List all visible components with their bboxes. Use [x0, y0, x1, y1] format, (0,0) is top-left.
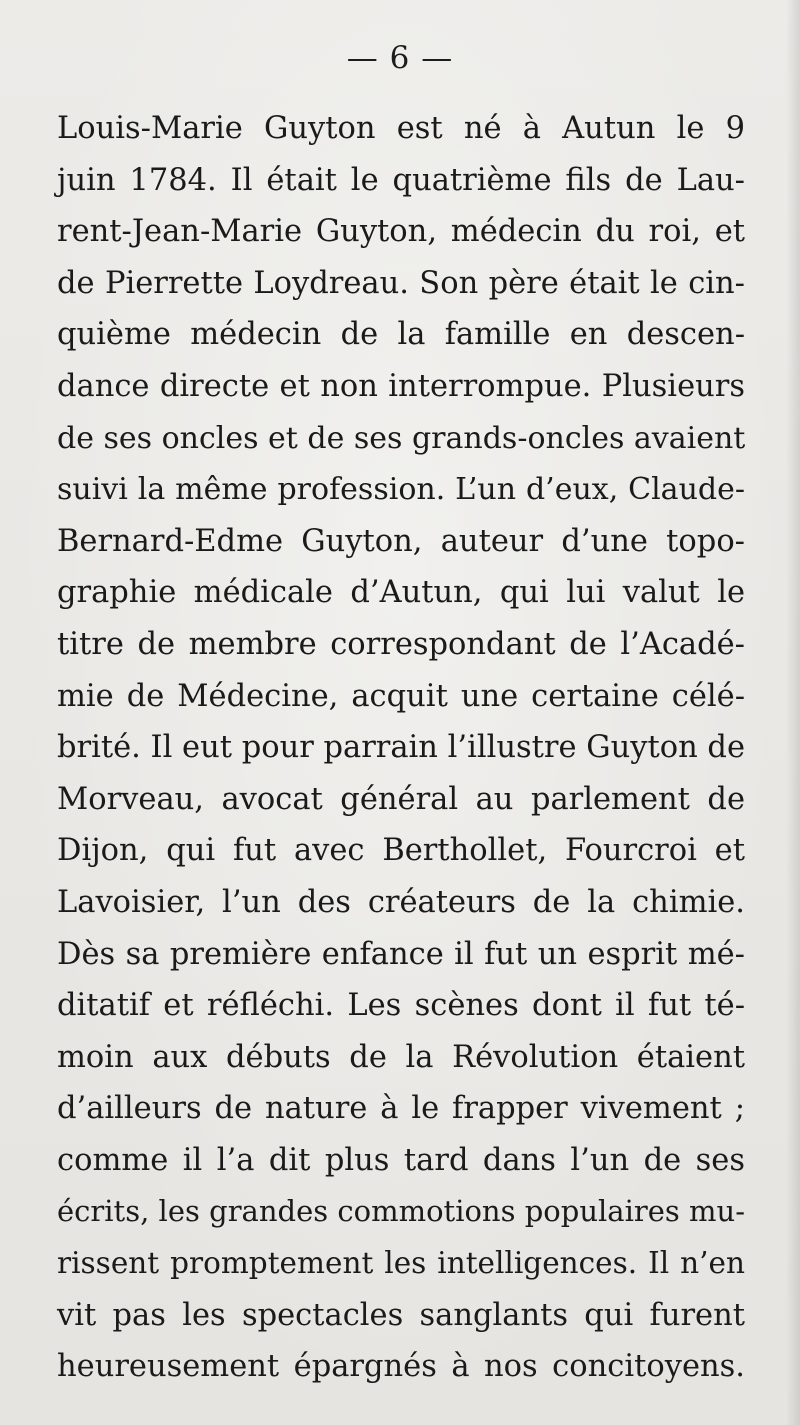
text-line: rent-Jean-Marie Guyton, médecin du roi, et — [57, 214, 745, 250]
text-line: de Pierrette Loydreau. Son père était le cin- — [57, 265, 745, 301]
text-line: de ses oncles et de ses grands-oncles avaient — [57, 420, 746, 456]
text-line: Morveau, avocat général au parlement de — [57, 781, 745, 817]
body-text — [57, 103, 745, 1393]
page-number: — 6 — — [346, 40, 454, 76]
text-line: mie de Médecine, acquit une certaine célé- — [57, 678, 745, 714]
text-line: suivi la même profession. L’un d’eux, Claude- — [57, 472, 745, 508]
text-line: rissent promptement les intelligences. Il n’en — [57, 1246, 745, 1281]
text-line: Dijon, qui fut avec Berthollet, Fourcroi et — [57, 833, 745, 869]
text-line: dance directe et non interrompue. Plusieurs — [57, 368, 745, 404]
text-line: graphie médicale d’Autun, qui lui valut le — [57, 575, 745, 611]
text-line: d’ailleurs de nature à le frapper vivement ; — [57, 1091, 745, 1127]
text-line: Louis-Marie Guyton est né à Autun le 9 — [57, 111, 745, 146]
text-line: Lavoisier, l’un des créateurs de la chimie. — [57, 884, 745, 920]
text-line: moin aux débuts de la Révolution étaient — [57, 1039, 745, 1075]
text-line: vit pas les spectacles sanglants qui furent — [57, 1297, 745, 1333]
text-line: juin 1784. Il était le quatrième fils de Lau- — [57, 162, 745, 198]
text-line: quième médecin de la famille en descen- — [57, 317, 745, 353]
text-line: Dès sa première enfance il fut un esprit mé- — [57, 936, 745, 972]
text-line: Bernard-Edme Guyton, auteur d’une topo- — [57, 523, 745, 559]
text-line: comme il l’a dit plus tard dans l’un de ses — [57, 1142, 745, 1178]
text-line: écrits, les grandes commotions populaires mu- — [57, 1194, 745, 1229]
text-line: brité. Il eut pour parrain l’illustre Guyton de — [57, 730, 746, 766]
text-line: heureusement épargnés à nos concitoyens. — [57, 1349, 745, 1385]
text-line: ditatif et réfléchi. Les scènes dont il fut té- — [57, 988, 745, 1024]
text-line: titre de membre correspondant de l’Acadé- — [57, 626, 745, 662]
